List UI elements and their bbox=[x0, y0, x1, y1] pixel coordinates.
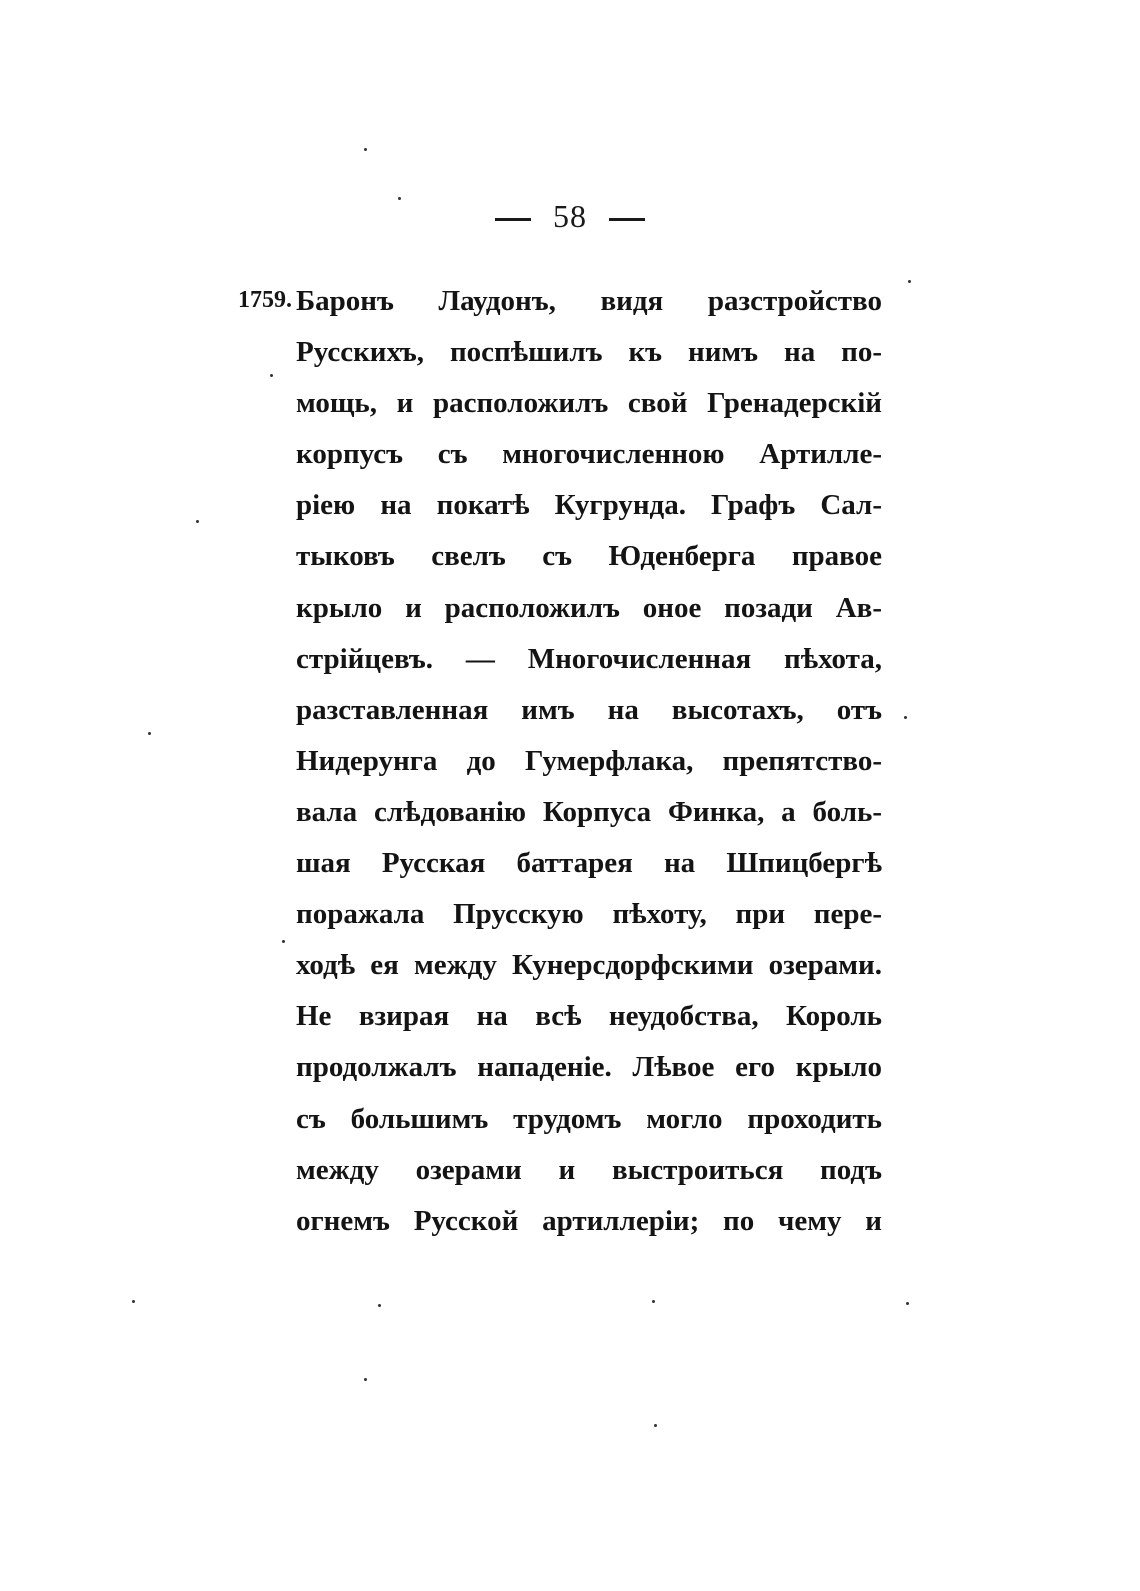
text-line-1: Баронъ Лаудонъ, видя разстройство bbox=[296, 285, 882, 317]
text-line-18: между озерами и выстроиться подъ bbox=[296, 1153, 882, 1186]
text-line-15: Не взирая на всѣ неудобства, Король bbox=[296, 1000, 882, 1033]
scan-speck bbox=[654, 1424, 657, 1427]
page-number: 58 bbox=[553, 198, 587, 234]
scan-speck bbox=[904, 716, 907, 719]
scan-speck bbox=[908, 280, 911, 283]
scan-speck bbox=[132, 1300, 135, 1303]
scan-speck bbox=[378, 1304, 381, 1307]
text-line-8: стрійцевъ. — Многочисленная пѣхота, bbox=[296, 642, 882, 675]
text-line-5: ріею на покатѣ Кугрунда. Графъ Сал- bbox=[296, 489, 882, 522]
text-line-13: поражала Прусскую пѣхоту, при пере- bbox=[296, 898, 882, 931]
text-line-11: вала слѣдованію Корпуса Финка, а боль- bbox=[296, 795, 882, 828]
text-line-14: ходѣ ея между Кунерсдорфскими озерами. bbox=[296, 949, 882, 982]
scan-speck bbox=[196, 520, 199, 523]
text-line-6: тыковъ свелъ съ Юденберга правое bbox=[296, 540, 882, 573]
text-line-2: Русскихъ, поспѣшилъ къ нимъ на по- bbox=[296, 336, 882, 369]
scan-speck bbox=[282, 940, 285, 943]
body-text bbox=[296, 276, 882, 1247]
scan-speck bbox=[364, 148, 367, 151]
text-line-16: продолжалъ нападеніе. Лѣвое его крыло bbox=[296, 1051, 882, 1084]
text-line-7: крыло и расположилъ оное позади Ав- bbox=[296, 591, 882, 624]
scan-speck bbox=[148, 732, 151, 735]
scan-speck bbox=[652, 1300, 655, 1303]
scan-speck bbox=[906, 1302, 909, 1305]
scan-speck bbox=[398, 197, 401, 200]
margin-year-note: 1759. bbox=[238, 287, 292, 313]
text-line-19: огнемъ Русской артиллеріи; по чему и bbox=[296, 1204, 882, 1237]
scan-speck bbox=[270, 374, 273, 377]
scan-speck bbox=[364, 1378, 367, 1381]
text-line-10: Нидерунга до Гумерфлака, препятство- bbox=[296, 744, 882, 777]
page-header bbox=[0, 198, 1140, 235]
text-line-3: мощь, и расположилъ свой Гренадерскій bbox=[296, 387, 882, 420]
text-line-12: шая Русская баттарея на Шпицбергѣ bbox=[296, 847, 882, 880]
header-dash-left bbox=[495, 218, 531, 221]
text-line-17: съ большимъ трудомъ могло проходить bbox=[296, 1102, 882, 1135]
header-dash-right bbox=[609, 218, 645, 221]
text-line-9: разставленная имъ на высотахъ, отъ bbox=[296, 693, 882, 726]
text-line-4: корпусъ съ многочисленною Артилле- bbox=[296, 438, 882, 471]
